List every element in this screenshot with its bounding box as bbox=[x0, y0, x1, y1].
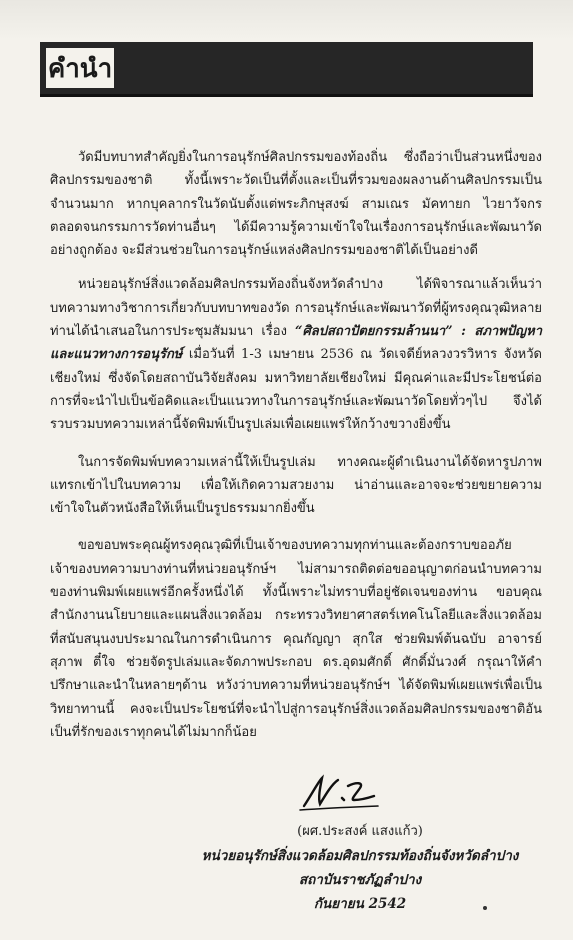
seminar-title: “ศิลปสถาปัตยกรรมล้านนา” : สภาพปัญหาและแนวทางการอนุรักษ์ bbox=[50, 324, 542, 363]
ink-speck bbox=[483, 906, 487, 910]
paragraph-4: ขอขอบพระคุณผู้ทรงคุณวุฒิที่เป็นเจ้าของบทความทุกท่านและต้องกราบขออภัยเจ้าของบทความบางท่านที่หน่วยอนุรักษ์ฯ ไม่สามารถติดต่อขออนุญาตก่อนนำบทความของท่านพิมพ์เผยแพร่อีกครั้งหนึ่งได้ ทั้งนี้เพราะไม่ทราบที่อยู่ชัดเจนของท่าน ขอบคุณสำนักงานนโยบายและแผนสิ่งแวดล้อม กระทรวงวิทยาศาสตร์เทคโนโลยีและสิ่งแวดล้อม ที่สนับสนุนงบประมาณในการดำเนินการ คุณกัญญา สุกใส ช่วยพิมพ์ต้นฉบับ อาจารย์สุภาพ ตี๋ใจ ช่วยจัดรูปเล่มและจัดภาพประกอบ ดร.อุดมศักดิ์ ศักดิ์มั่นวงศ์ กรุณาให้คำปรึกษาและนำในหลายๆด้าน หวังว่าบทความที่หน่วยอนุรักษ์ฯ ได้จัดพิมพ์เผยแพร่เพื่อเป็นวิทยาทานนี้ คงจะเป็นประโยชน์ที่จะนำไปสู่การอนุรักษ์สิ่งแวดล้อมศิลปกรรมของชาติอันเป็นที่รักของเราทุกคนได้ไม่มากก็น้อย bbox=[50, 538, 542, 740]
page-top-band bbox=[0, 0, 573, 40]
institute-name: สถาบันราชภัฏลำปาง bbox=[298, 872, 422, 888]
signature-block bbox=[190, 820, 530, 916]
paragraph-2-part-a: หน่วยอนุรักษ์สิ่งแวดล้อมศิลปกรรมท้องถิ่นจังหวัดลำปาง ได้พิจารณาแล้วเห็นว่าบทความทางวิชาการเกี่ยวกับบทบาทของวัด การอนุรักษ์และพัฒนาวัดที่ผู้ทรงคุณวุฒิหลายท่านได้นำเสนอในการประชุมสัมมนา เรื่อง bbox=[50, 277, 542, 340]
preface-body bbox=[50, 146, 542, 755]
signoff-date: กันยายน 2542 bbox=[313, 896, 407, 912]
paragraph-2 bbox=[50, 273, 542, 436]
paragraph-2-part-b: เมื่อวันที่ 1-3 เมษายน 2536 ณ วัดเจดีย์หลวงวรวิหาร จังหวัดเชียงใหม่ ซึ่งจัดโดยสถาบันวิจัยสังคม มหาวิทยาลัยเชียงใหม่ มีคุณค่าและมีประโยชน์ต่อการที่จะนำไปเป็นข้อคิดและเป็นแนวทางในการอนุรักษ์และพัฒนาวัดโดยทั่วๆไป จึงได้รวบรวมบทความเหล่านี้จัดพิมพ์เป็นรูปเล่มเพื่อเผยแพร่ให้กว้างขวางยิ่งขึ้น bbox=[50, 347, 542, 433]
title-box bbox=[46, 48, 114, 88]
paragraph-1: วัดมีบทบาทสำคัญยิ่งในการอนุรักษ์ศิลปกรรมของท้องถิ่น ซึ่งถือว่าเป็นส่วนหนึ่งของศิลปกรรมของชาติ ทั้งนี้เพราะวัดเป็นที่ตั้งและเป็นที่รวมของผลงานด้านศิลปกรรมเป็นจำนวนมาก หากบุคลากรในวัดนับตั้งแต่พระภิกษุสงฆ์ สามเณร มัคทายก ไวยาวัจกร ตลอดจนกรรมการวัดท่านอื่นๆ ได้มีความรู้ความเข้าใจในเรื่องการอนุรักษ์และพัฒนาวัดอย่างถูกต้อง จะมีส่วนช่วยในการอนุรักษ์แหล่งศิลปกรรมของชาติได้เป็นอย่างดี bbox=[50, 150, 542, 259]
paragraph-3: ในการจัดพิมพ์บทความเหล่านี้ให้เป็นรูปเล่ม ทางคณะผู้ดำเนินงานได้จัดหารูปภาพแทรกเข้าไปในบทความ เพื่อให้เกิดความสวยงาม น่าอ่านและอาจจะช่วยขยายความเข้าใจในตัวหนังสือให้เห็นเป็นรูปธรรมมากยิ่งขึ้น bbox=[50, 454, 542, 517]
page-title: คำนำ bbox=[47, 53, 113, 84]
header-bar bbox=[40, 42, 533, 97]
signature bbox=[298, 772, 380, 814]
signer-name: (ผศ.ประสงค์ แสงแก้ว) bbox=[297, 824, 423, 839]
organization-name: หน่วยอนุรักษ์สิ่งแวดล้อมศิลปกรรมท้องถิ่นจังหวัดลำปาง bbox=[201, 848, 519, 864]
